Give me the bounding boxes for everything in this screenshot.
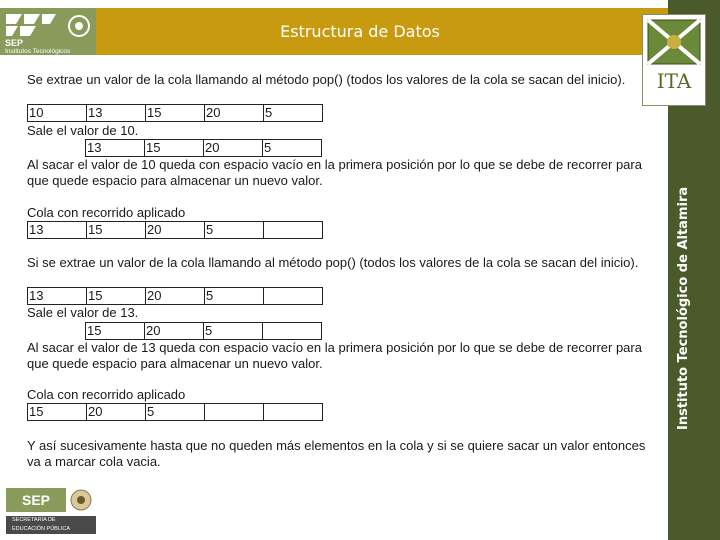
ita-logo <box>642 14 706 106</box>
sep-logo-text: SEP <box>5 38 24 48</box>
label-shifted-queue-2: Cola con recorrido aplicado <box>27 387 186 402</box>
paragraph-conclusion: Y así sucesivamente hasta que no queden más elementos en la cola y si se quiere sacar un valor entonces va a marcar cola vacia. <box>27 438 646 469</box>
queue-cell: 20 <box>204 140 263 157</box>
sep-logo <box>0 8 96 55</box>
queue-cell <box>263 323 322 340</box>
queue-cell: 13 <box>87 105 146 122</box>
queue-cell: 15 <box>87 288 146 305</box>
queue-cell: 5 <box>205 222 264 239</box>
queue-cell <box>27 323 86 340</box>
institution-name: Instituto Tecnológico de Altamira <box>676 186 691 430</box>
sep-footer-logo <box>6 488 96 534</box>
mexico-shield-icon <box>66 14 92 38</box>
queue-cell: 5 <box>264 105 323 122</box>
sep-footer-text: SEP <box>6 488 66 512</box>
queue-cell: 15 <box>145 140 204 157</box>
sep-caption-line2: EDUCACIÓN PÚBLICA <box>12 526 71 532</box>
queue-table-before-pop-13 <box>27 287 323 305</box>
ita-shield-icon <box>647 19 701 65</box>
paragraph-exit-10: Sale el valor de 10. <box>27 123 139 138</box>
queue-cell <box>264 222 323 239</box>
queue-cell <box>205 404 264 421</box>
page-title: Estructura de Datos <box>280 22 440 41</box>
queue-cell: 15 <box>146 105 205 122</box>
queue-cell <box>264 288 323 305</box>
queue-cell: 15 <box>28 404 87 421</box>
queue-cell: 13 <box>28 222 87 239</box>
queue-table-initial <box>27 104 323 122</box>
queue-cell: 20 <box>145 323 204 340</box>
sep-logo-subtitle: Institutos Tecnológicos <box>5 48 71 55</box>
paragraph-pop-first: Se extrae un valor de la cola llamando al método pop() (todos los valores de la cola se sacan del inicio). <box>27 72 626 87</box>
header-top-strip <box>0 0 668 8</box>
mexico-eagle-icon <box>68 488 94 512</box>
ita-logo-text: ITA <box>656 69 692 93</box>
paragraph-shift-explanation-13: Al sacar el valor de 13 queda con espacio vacío en la primera posición por lo que se debe de recorrer para que quede espacio para almacenar un nuevo valor. <box>27 340 642 371</box>
queue-cell: 20 <box>146 288 205 305</box>
queue-table-after-pop-10 <box>27 139 322 157</box>
queue-table-shifted-1 <box>27 221 323 239</box>
queue-cell <box>264 404 323 421</box>
queue-cell: 5 <box>146 404 205 421</box>
queue-cell: 13 <box>86 140 145 157</box>
sep-footer-caption <box>6 516 96 534</box>
label-shifted-queue-1: Cola con recorrido aplicado <box>27 205 186 220</box>
queue-table-shifted-2 <box>27 403 323 421</box>
paragraph-shift-explanation-10: Al sacar el valor de 10 queda con espacio vacío en la primera posición por lo que se debe de recorrer para que quede espacio para almacenar un nuevo valor. <box>27 157 642 188</box>
paragraph-exit-13: Sale el valor de 13. <box>27 305 139 320</box>
queue-cell: 5 <box>263 140 322 157</box>
queue-cell: 5 <box>204 323 263 340</box>
queue-cell: 13 <box>28 288 87 305</box>
queue-cell: 10 <box>28 105 87 122</box>
paragraph-pop-second: Si se extrae un valor de la cola llamando al método pop() (todos los valores de la cola se sacan del inicio). <box>27 255 639 270</box>
queue-cell: 15 <box>86 323 145 340</box>
sep-caption-line1: SECRETARÍA DE <box>12 517 56 523</box>
queue-table-after-pop-13 <box>27 322 322 340</box>
queue-cell <box>27 140 86 157</box>
queue-cell: 20 <box>87 404 146 421</box>
sep-emblem-icon <box>4 12 58 38</box>
queue-cell: 15 <box>87 222 146 239</box>
queue-cell: 20 <box>205 105 264 122</box>
queue-cell: 20 <box>146 222 205 239</box>
queue-cell: 5 <box>205 288 264 305</box>
